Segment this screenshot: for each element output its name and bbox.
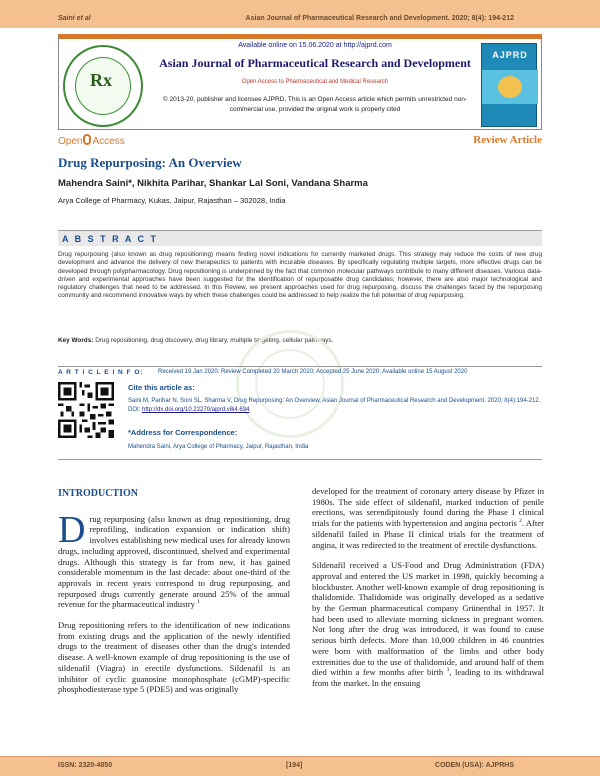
paragraph	[312, 486, 544, 550]
body-column-left	[58, 489, 290, 705]
issn: ISSN: 2320-4850	[58, 762, 113, 769]
open-access-label	[58, 134, 125, 147]
article-title: Drug Repurposing: An Overview	[58, 155, 242, 170]
coden: CODEN (USA): AJPRHS	[434, 762, 514, 769]
article-dates: Received 19 Jan 2020; Review Completed 20 March 2020; Accepted 25 June 2020; Available online 15 August 2020	[158, 369, 468, 375]
reference-mark[interactable]: 3	[446, 667, 450, 674]
drop-cap: D	[58, 508, 86, 551]
paragraph	[312, 560, 544, 688]
paragraph-text: . After sildenafil failed in Phase II clinical trials for the treatment of angina, it was redirected to the treatment of erectile dysfunctions.	[312, 518, 544, 550]
reference-mark[interactable]: 1	[197, 599, 200, 606]
rx-symbol: Rx	[90, 70, 112, 90]
divider	[58, 459, 542, 460]
citation	[128, 397, 542, 415]
watermark-logo	[236, 330, 344, 438]
paragraph-text: Sildenafil received a US-Food and Drug Administration (FDA) approval and entered the US market in 1998, quickly becoming a blockbuster. Another well-known example of drug repositioning is thalidomide. Thalidomide was originally developed as a sedative by the German pharmaceutical company Grünenthal in 1957. It had been used to alleviate morning sickness in pregnant women. Not long after the drug was introduced, it was found to cause serious birth defects. More than 10,000 children in 46 countries were born with malformation of the limbs and other body extremities due to the use of thalidomide, and around half of them died within a few months after birth	[312, 560, 544, 678]
article-info-bar	[58, 366, 542, 378]
cite-label: Cite this article as:	[128, 383, 195, 392]
cover-title: AJPRD	[492, 50, 528, 60]
abstract-heading-bar	[58, 230, 542, 246]
paragraph-text: , leading to its withdrawal from the market. In the ensuing	[312, 667, 544, 688]
paragraph	[58, 508, 290, 610]
reference-mark[interactable]: 2	[519, 518, 522, 525]
citation-text: Saini M, Parihar N, Soni SL, Sharma V, Drug Repurposing: An Overview, Asian Journal of Pharmaceutical Research and Development. 2020; 8(4):194-212. DOI:	[128, 398, 541, 413]
introduction-heading: INTRODUCTION	[58, 488, 139, 499]
page-number: [194]	[286, 762, 303, 769]
open-access-lock-icon	[83, 134, 91, 145]
body-column-right	[312, 486, 544, 699]
abstract-heading: A B S T R A C T	[62, 234, 158, 244]
abstract-text: Drug repurposing (also known as drug repositioning) means finding novel indications for currently marketed drugs. This strategy may reduce the costs of new drug development and advance the delivery of new therapeutics to patients with incurable diseases. By specifically regulating multiple targets, more effective drugs can be developed through polypharmacology. Drug repositioning is underpinned by the fact that common molecular pathways contribute to many different diseases. Various data-driven and experimental approaches have been suggested for the identification of repurposable drug candidates; however, there are also major technological and regulatory challenges that need to be addressed. In this Review, we present approaches used for drug repurposing, discuss the challenges faced by the repurposing community and recommend innovative ways by which these challenges could be addressed to help realize the full potential of drug repurposing.	[58, 251, 542, 300]
paragraph-text: rug repurposing (also known as drug repositioning, drug reprofiling, indication expansion or indication shift) involves establishing new medical uses for already known drugs, including approved, discontinued, shelved and experimental drugs. Although this strategy is far from new, it has gained considerable momentum in the last decade: about one-third of the approvals in recent years correspond to drug repurposing, and repurposed drugs currently generate around 25% of the annual revenue for the pharmaceutical industry	[58, 513, 290, 610]
journal-cover-image	[481, 43, 537, 127]
running-header	[0, 0, 600, 28]
journal-title: Asian Journal of Pharmaceutical Research and Development	[159, 56, 471, 70]
keywords-label: Key Words:	[58, 337, 94, 344]
paragraph-text: developed for the treatment of coronary artery disease by Pfizer in 1980s. The side effect of sildenafil, marked induction of penile erections, was serendipitously found during the Phase I clinical trials for the patients with hypertension and angina pectoris	[312, 486, 544, 529]
journal-subtitle: Open Access to Pharmaceutical and Medical Research	[241, 79, 389, 85]
journal-masthead	[58, 34, 542, 130]
cover-emblem	[498, 76, 522, 98]
paragraph: Drug repositioning refers to the identification of new indications from existing drugs and the application of the newly identified drugs to the treatment of diseases other than the drug's intended disease. A well-known example of drug repositioning is the use of sildenafil (Viagra) in erectile dysfunctions. Sildenafil is an inhibitor of cyclic guanosine monophosphate (cGMP)-specific phosphodiesterase type 5 (PDE5) and was originally	[58, 620, 290, 695]
keywords-list: Drug repositioning, drug discovery, drug library, multiple targeting, cellular pathways.	[95, 337, 334, 344]
doi-link[interactable]: http://dx.doi.org/10.22270/ajprd.v8i4.634	[142, 407, 250, 413]
open-access-access: Access	[92, 136, 125, 147]
running-header-journal: Asian Journal of Pharmaceutical Research and Development. 2020; 8(4): 194-212	[245, 15, 514, 22]
article-authors: Mahendra Saini*, Nikhita Parihar, Shankar Lal Soni, Vandana Sharma	[58, 178, 368, 189]
running-header-authors: Saini et al	[58, 15, 91, 22]
article-affiliation: Arya College of Pharmacy, Kukas, Jaipur, Rajasthan – 302028, India	[58, 196, 286, 205]
article-type: Review Article	[473, 134, 542, 146]
article-info-label: A R T I C L E I N F O:	[58, 369, 144, 376]
correspondence-label: *Address for Correspondence:	[128, 428, 238, 437]
correspondence-address: Mahendra Saini, Arya College of Pharmacy, Jaipur, Rajasthan, India	[128, 444, 309, 450]
page-footer	[0, 756, 600, 776]
open-access-open: Open	[58, 136, 83, 147]
copyright-notice: © 2013-20, publisher and licensee AJPRD, This is an Open Access article which permits unrestricted non-commercial use, provided the original work is properly cited	[162, 96, 468, 113]
qr-code[interactable]	[58, 382, 114, 438]
journal-logo	[63, 45, 143, 127]
available-online[interactable]: Available online on 15.06.2020 at http://ajprd.com	[238, 42, 392, 49]
